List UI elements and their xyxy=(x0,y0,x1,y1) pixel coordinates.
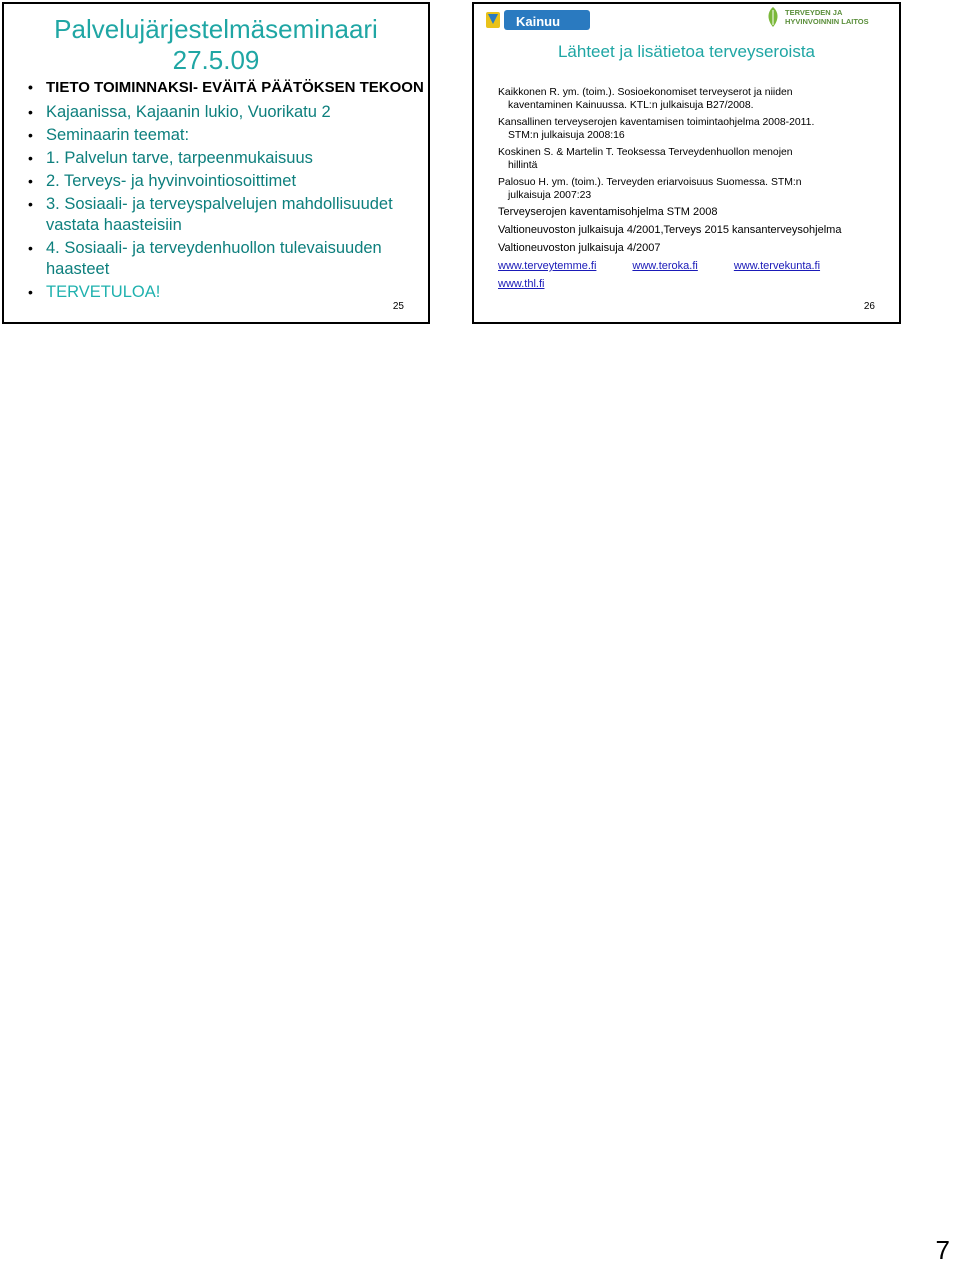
slide-26 xyxy=(472,2,901,324)
leaf-icon xyxy=(765,6,781,28)
reference-line: Kaikkonen R. ym. (toim.). Sosioekonomiset terveyserot ja niiden xyxy=(498,87,793,98)
reference-item: Terveyserojen kaventamisohjelma STM 2008 xyxy=(498,206,718,218)
link-terveytemme[interactable]: www.terveytemme.fi xyxy=(498,260,597,272)
link-tervekunta[interactable]: www.tervekunta.fi xyxy=(733,260,821,272)
slide-page-number: 26 xyxy=(863,301,875,312)
thl-logo-line-1: TERVEYDEN JA xyxy=(785,8,843,17)
reference-line-cont: kaventaminen Kainuussa. KTL:n julkaisuja B27/2008. xyxy=(508,100,754,111)
bullet-item: • 4. Sosiaali- ja terveydenhuollon tulevaisuuden haasteet xyxy=(24,238,424,280)
bullet-item: • TERVETULOA! xyxy=(24,282,424,303)
reference-line-cont: julkaisuja 2007:23 xyxy=(508,190,592,201)
link-row xyxy=(498,260,894,273)
reference-line: Palosuo H. ym. (toim.). Terveyden eriarvoisuus Suomessa. STM:n xyxy=(498,177,802,188)
bullet-item: • 3. Sosiaali- ja terveyspalvelujen mahdollisuudet vastata haasteisiin xyxy=(24,194,424,236)
reference-line-cont: STM:n julkaisuja 2008:16 xyxy=(508,130,625,141)
reference-item xyxy=(498,176,894,202)
kainuu-logo xyxy=(486,6,596,36)
reference-line-cont: hillintä xyxy=(508,160,538,171)
bullet-item: • Kajaanissa, Kajaanin lukio, Vuorikatu 2 xyxy=(24,102,424,123)
reference-line: Kansallinen terveyserojen kaventamisen toimintaohjelma 2008-2011. xyxy=(498,117,815,128)
slide-page-number: 25 xyxy=(392,301,404,312)
bullet-item: • 2. Terveys- ja hyvinvointiosoittimet xyxy=(24,171,424,192)
reference-line: Koskinen S. & Martelin T. Teoksessa Terveydenhuollon menojen xyxy=(498,147,793,158)
link-teroka[interactable]: www.teroka.fi xyxy=(632,260,698,272)
title-line-2: 27.5.09 xyxy=(172,45,260,75)
slide-title: Lähteet ja lisätietoa terveyseroista xyxy=(557,42,816,61)
slide-title xyxy=(4,14,428,76)
slide-25 xyxy=(2,2,430,324)
bullet-list xyxy=(24,77,424,305)
bullet-item: • TIETO TOIMINNAKSI- EVÄITÄ PÄÄTÖKSEN TEKOON xyxy=(24,77,424,98)
title-line-1: Palvelujärjestelmäseminaari xyxy=(54,14,378,44)
reference-item: Valtioneuvoston julkaisuja 4/2007 xyxy=(498,242,661,254)
reference-list xyxy=(498,86,894,296)
reference-item: Valtioneuvoston julkaisuja 4/2001,Terveys 2015 kansanterveysohjelma xyxy=(498,224,842,236)
bullet-item: • 1. Palvelun tarve, tarpeenmukaisuus xyxy=(24,148,424,169)
document-page-number: 7 xyxy=(935,1235,950,1265)
reference-item xyxy=(498,116,894,142)
thl-logo-line-2: HYVINVOINNIN LAITOS xyxy=(785,17,869,26)
reference-item xyxy=(498,146,894,172)
link-thl[interactable]: www.thl.fi xyxy=(498,278,545,290)
bullet-item: • Seminaarin teemat: xyxy=(24,125,424,146)
kainuu-logo-text: Kainuu xyxy=(516,14,561,29)
link-row xyxy=(498,278,894,291)
reference-item xyxy=(498,86,894,112)
thl-logo xyxy=(765,6,895,30)
